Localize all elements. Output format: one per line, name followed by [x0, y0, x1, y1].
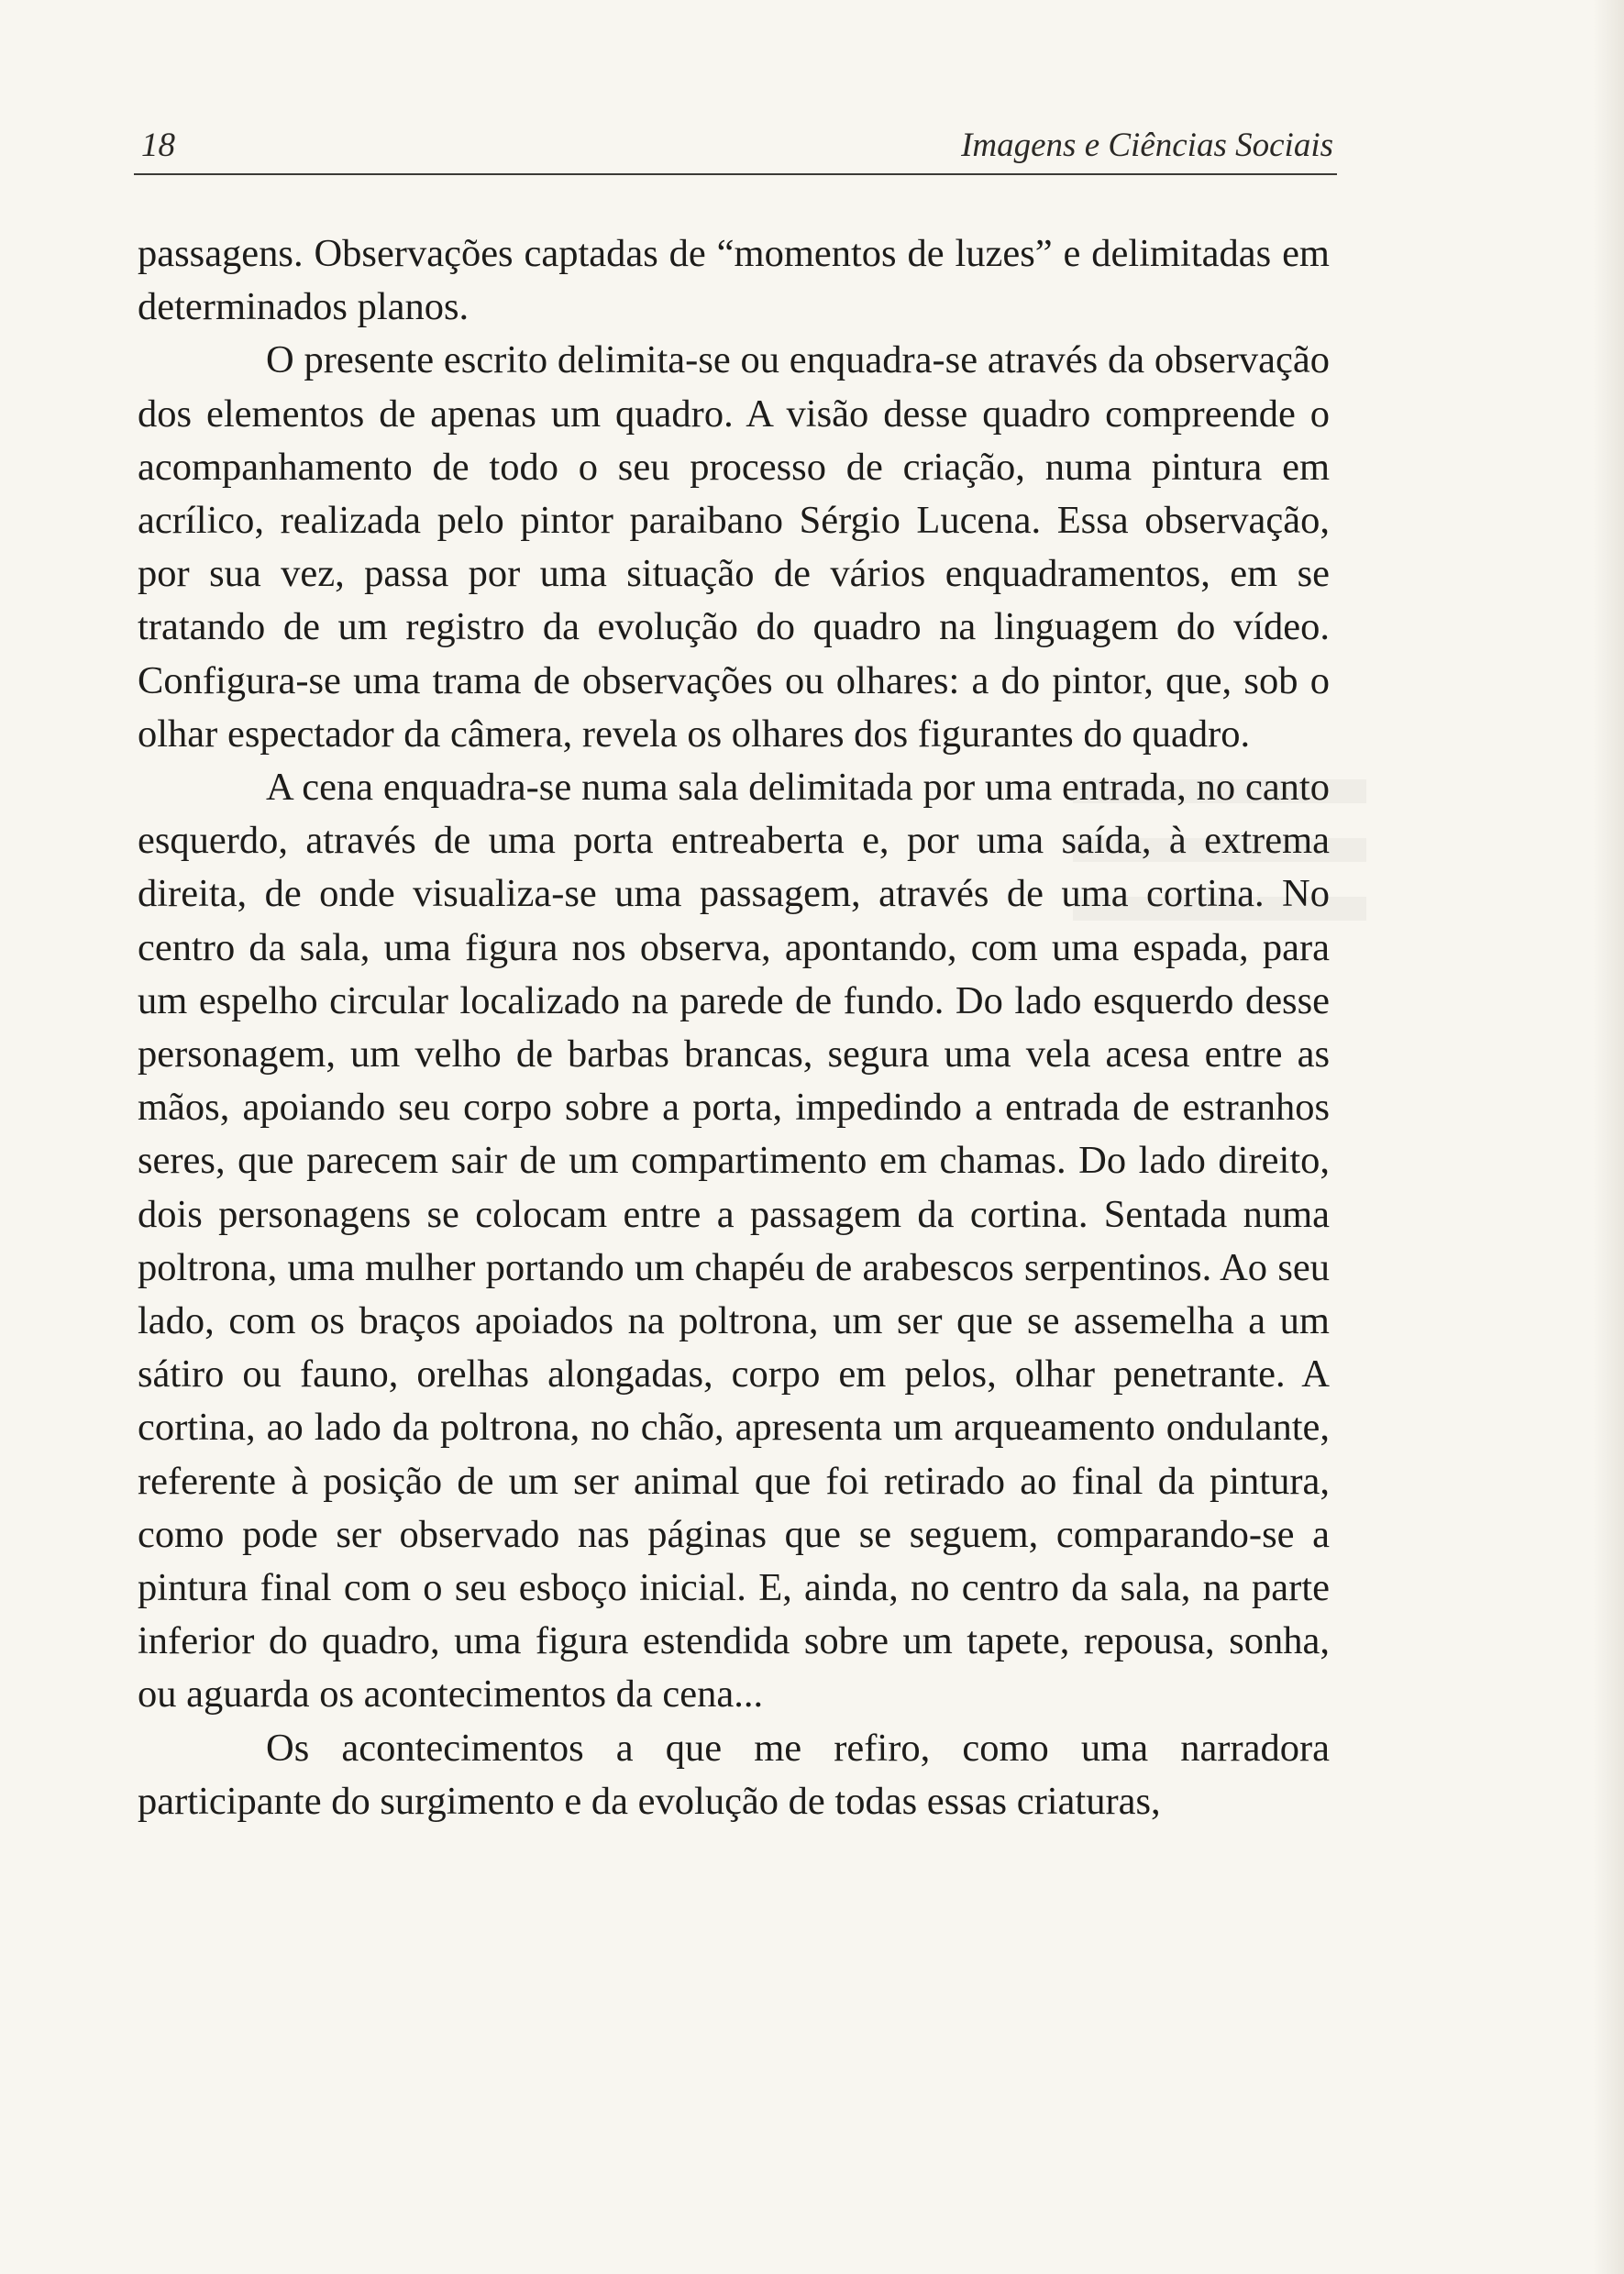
deckled-page-edge: [1593, 0, 1624, 2274]
paragraph: passagens. Observações captadas de “momentos de luzes” e delimitadas em determinados planos.: [138, 232, 1330, 329]
running-head: Imagens e Ciências Sociais: [961, 127, 1333, 164]
page-number: 18: [141, 127, 175, 164]
paragraph: A cena enquadra-se numa sala delimitada por uma entrada, no canto esquerdo, através de uma porta entreaberta e, por uma saída, à extrema direita, de onde visualiza-se uma passagem, através de uma cortina. No centro da sala, uma figura nos observa, apontando, com uma espada, para um espelho circular localizado na parede de fundo. Do lado esquerdo desse personagem, um velho de barbas brancas, segura uma vela acesa entre as mãos, apoiando seu corpo sobre a porta, impedindo a entrada de estranhos seres, que parecem sair de um compartimento em chamas. Do lado direito, dois personagens se colocam entre a passagem da cortina. Sentada numa poltrona, uma mulher portando um chapéu de arabescos serpentinos. Ao seu lado, com os braços apoiados na poltrona, um ser que se assemelha a um sátiro ou fauno, orelhas alongadas, corpo em pelos, olhar penetrante. A cortina, ao lado da poltrona, no chão, apresenta um arqueamento ondulante, referente à posição de um ser animal que foi retirado ao final da pintura, como pode ser observado nas páginas que se seguem, comparando-se a pintura final com o seu esboço inicial. E, ainda, no centro da sala, na parte inferior do quadro, uma figura estendida sobre um tapete, repousa, sonha, ou aguarda os acontecimentos da cena...: [138, 766, 1330, 1717]
paragraph: O presente escrito delimita-se ou enquadra-se através da observação dos elementos de apenas um quadro. A visão desse quadro compreende o acompanhamento de todo o seu processo de criação, numa pintura em acrílico, realizada pelo pintor paraibano Sérgio Lucena. Essa observação, por sua vez, passa por uma situação de vários enquadramentos, em se tratando de um registro da evolução do quadro na linguagem do vídeo. Configura-se uma trama de observações ou olhares: a do pintor, que, sob o olhar espectador da câmera, revela os olhares dos figurantes do quadro.: [138, 338, 1330, 756]
body-text: [138, 227, 1330, 1828]
page-header: [134, 122, 1337, 175]
paragraph: Os acontecimentos a que me refiro, como uma narradora participante do surgimento e da evolução de todas essas criaturas,: [138, 1726, 1330, 1823]
